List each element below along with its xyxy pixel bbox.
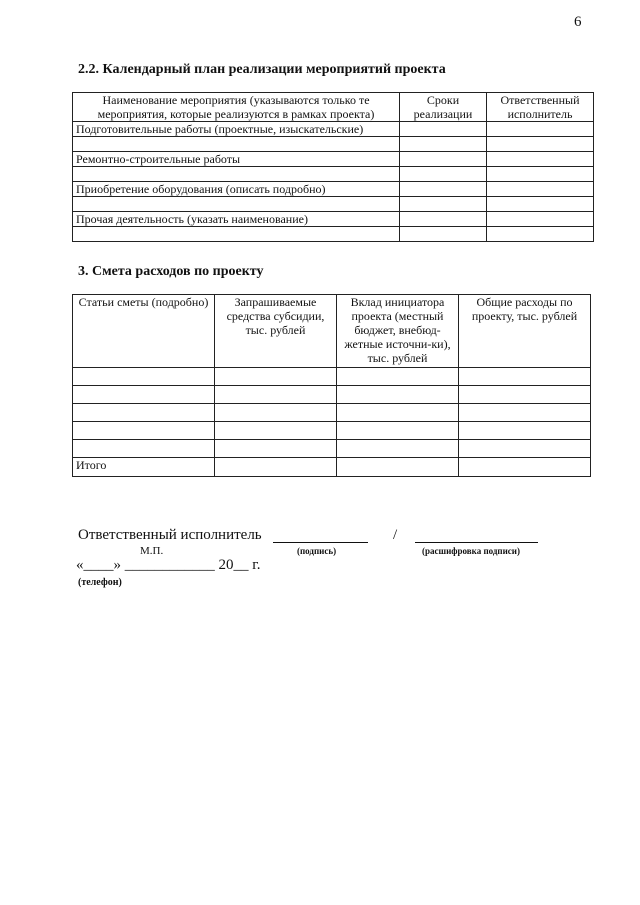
- plan-cell: [400, 197, 487, 212]
- plan-header-terms: Сроки реализации: [400, 93, 487, 122]
- table-row: [73, 122, 594, 137]
- budget-cell: [215, 404, 337, 422]
- plan-cell: [487, 167, 594, 182]
- plan-cell: [487, 152, 594, 167]
- plan-cell: [400, 122, 487, 137]
- plan-header-row: [73, 93, 594, 122]
- slash-separator: /: [393, 527, 398, 543]
- plan-cell: [400, 182, 487, 197]
- budget-cell: [73, 440, 215, 458]
- plan-cell: [73, 137, 400, 152]
- plan-cell: [487, 227, 594, 242]
- plan-cell: [400, 137, 487, 152]
- budget-cell: [73, 422, 215, 440]
- budget-total-row: [73, 458, 591, 477]
- plan-cell: [400, 167, 487, 182]
- table-row: [73, 197, 594, 212]
- budget-table: [72, 294, 591, 477]
- page-number: 6: [574, 14, 582, 30]
- signature-decode-line: [415, 542, 538, 543]
- budget-cell: [73, 368, 215, 386]
- budget-cell: [459, 404, 591, 422]
- table-row: [73, 182, 594, 197]
- table-row: [73, 137, 594, 152]
- plan-cell: [73, 167, 400, 182]
- signature-caption: (подпись): [297, 546, 337, 556]
- budget-cell: [73, 404, 215, 422]
- responsible-label: Ответственный исполнитель: [78, 527, 262, 543]
- budget-cell: [459, 368, 591, 386]
- budget-cell: [459, 386, 591, 404]
- budget-cell: [337, 458, 459, 477]
- budget-cell: [215, 422, 337, 440]
- plan-cell: [400, 212, 487, 227]
- budget-header-row: [73, 295, 591, 368]
- plan-cell: [487, 197, 594, 212]
- stamp-place-label: М.П.: [140, 545, 164, 557]
- plan-cell: [73, 197, 400, 212]
- phone-label: (телефон): [78, 577, 122, 588]
- budget-header-items: Статьи сметы (подробно): [73, 295, 215, 368]
- budget-cell: [459, 458, 591, 477]
- budget-cell: [337, 440, 459, 458]
- plan-cell: [487, 122, 594, 137]
- plan-activity: Подготовительные работы (проектные, изыскательские): [73, 122, 400, 137]
- date-line: «____» ____________ 20__ г.: [76, 557, 261, 573]
- plan-activity: Приобретение оборудования (описать подробно): [73, 182, 400, 197]
- table-row: [73, 212, 594, 227]
- table-row: [73, 152, 594, 167]
- table-row: [73, 404, 591, 422]
- signature-line: [273, 542, 368, 543]
- signature-decode-caption: (расшифровка подписи): [422, 546, 520, 556]
- plan-cell: [487, 182, 594, 197]
- budget-cell: [337, 404, 459, 422]
- plan-header-responsible: Ответственный исполнитель: [487, 93, 594, 122]
- plan-activity: Ремонтно-строительные работы: [73, 152, 400, 167]
- plan-cell: [487, 137, 594, 152]
- budget-cell: [215, 440, 337, 458]
- budget-cell: [73, 386, 215, 404]
- budget-cell: [337, 422, 459, 440]
- plan-cell: [73, 227, 400, 242]
- budget-cell: [459, 440, 591, 458]
- budget-header-total: Общие расходы по проекту, тыс. рублей: [459, 295, 591, 368]
- table-row: [73, 422, 591, 440]
- budget-cell: [215, 386, 337, 404]
- table-row: [73, 368, 591, 386]
- budget-cell: [215, 458, 337, 477]
- budget-cell: [215, 368, 337, 386]
- plan-cell: [400, 227, 487, 242]
- section-title-plan: 2.2. Календарный план реализации мероприятий проекта: [78, 62, 446, 77]
- budget-header-contribution: Вклад инициатора проекта (местный бюджет, внебюд-жетные источни-ки), тыс. рублей: [337, 295, 459, 368]
- budget-total-label: Итого: [73, 458, 215, 477]
- plan-table: [72, 92, 594, 242]
- plan-cell: [400, 152, 487, 167]
- budget-cell: [337, 368, 459, 386]
- table-row: [73, 167, 594, 182]
- plan-cell: [487, 212, 594, 227]
- budget-cell: [459, 422, 591, 440]
- section-title-budget: 3. Смета расходов по проекту: [78, 264, 264, 279]
- table-row: [73, 386, 591, 404]
- budget-header-subsidy: Запрашиваемые средства субсидии, тыс. рублей: [215, 295, 337, 368]
- plan-activity: Прочая деятельность (указать наименование): [73, 212, 400, 227]
- table-row: [73, 440, 591, 458]
- plan-header-name: Наименование мероприятия (указываются только те мероприятия, которые реализуются в рамках проекта): [73, 93, 400, 122]
- budget-cell: [337, 386, 459, 404]
- table-row: [73, 227, 594, 242]
